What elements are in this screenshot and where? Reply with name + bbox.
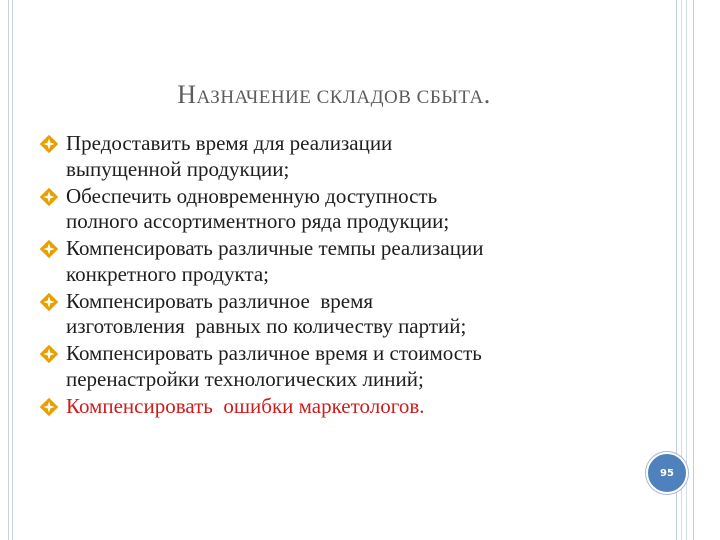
list-item-line: Компенсировать различное время [66, 288, 374, 313]
diamond-star-bullet-icon [40, 240, 58, 258]
list-item-line: выпущенной продукции; [66, 156, 290, 181]
bullet-list [40, 131, 640, 421]
diamond-star-bullet-icon [40, 345, 58, 363]
slide-title [0, 80, 668, 110]
list-item [40, 184, 640, 235]
page-number-badge: 95 [646, 452, 688, 494]
list-item-line: перенастройки технологических линий; [66, 366, 424, 391]
list-item-line: Компенсировать различное время и стоимость [66, 341, 482, 365]
list-item [40, 236, 640, 287]
list-item-line: Обеспечить одновременную доступность [66, 183, 438, 208]
diamond-star-bullet-icon [40, 135, 58, 153]
title-period: . [483, 80, 491, 109]
diamond-star-bullet-icon [40, 188, 58, 206]
list-item-line: изготовления равных по количеству партий; [66, 314, 467, 338]
list-item-line: конкретного продукта; [66, 261, 269, 286]
list-item [40, 341, 640, 392]
diamond-star-bullet-icon [40, 293, 58, 311]
diamond-star-bullet-icon [40, 398, 58, 416]
title-rest: АЗНАЧЕНИЕ СКЛАДОВ СБЫТА [196, 87, 484, 108]
list-item [40, 131, 640, 182]
list-item-line: Компенсировать ошибки маркетологов. [66, 393, 425, 418]
list-item [40, 289, 640, 340]
list-item-line: полного ассортиментного ряда продукции; [66, 209, 450, 233]
title-initial: Н [177, 80, 197, 109]
list-item-line: Предоставить время для реализации [66, 131, 393, 155]
list-item-line: Компенсировать различные темпы реализации [66, 236, 484, 260]
list-item-highlight [40, 394, 640, 420]
